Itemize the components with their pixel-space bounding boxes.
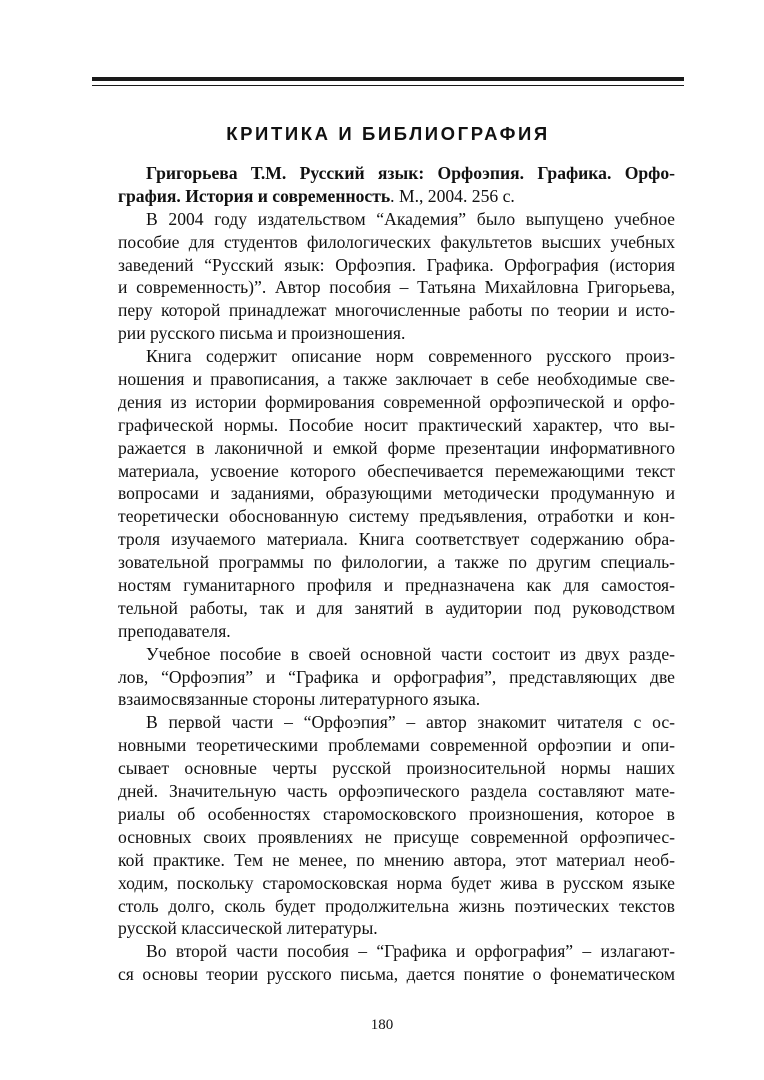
paragraph-line: В первой части – “Орфоэпия” – автор знакомит читателя с ос-	[146, 712, 675, 733]
paragraph-line: ношения и правописания, а также заключает в себе необходимые све-	[118, 369, 675, 390]
paragraph-line: основных своих проявлениях не присуще современной орфоэпичес-	[118, 826, 675, 847]
page-number: 180	[370, 1017, 394, 1033]
paragraph-line: Учебное пособие в своей основной части состоит из двух разде-	[146, 643, 675, 664]
paragraph-line: тельной работы, так и для занятий в аудитории под руководством	[118, 597, 675, 618]
paragraph-line: заведений “Русский язык: Орфоэпия. Графика. Орфография (история	[118, 254, 675, 275]
paragraph-line: рии русского письма и произношения.	[118, 323, 406, 344]
header-rule-thin	[92, 85, 684, 86]
paragraph-line: дения из истории формирования современной орфоэпической и орфо-	[118, 391, 675, 412]
paragraph-line: ся основы теории русского письма, дается понятие о фонематическом	[118, 964, 675, 985]
citation-publication-info: . М., 2004. 256 с.	[390, 185, 515, 206]
paragraph-line: зовательной программы по филологии, а также по другим специаль-	[118, 552, 675, 573]
paragraph-line: перу которой принадлежат многочисленные работы по теории и исто-	[118, 300, 675, 321]
paragraph-line: В 2004 году издательством “Академия” было выпущено учебное	[146, 208, 675, 229]
paragraph-line: Книга содержит описание норм современного русского произ-	[146, 346, 675, 367]
paragraph-line: теоретически обоснованную систему предъявления, отработки и кон-	[118, 506, 675, 527]
citation-line: Григорьева Т.М. Русский язык: Орфоэпия. Графика. Орфо-	[146, 163, 675, 183]
paragraph-line: русской классической литературы.	[118, 918, 378, 939]
paragraph-line: графической нормы. Пособие носит практический характер, что вы-	[118, 414, 675, 435]
paragraph-line: преподавателя.	[118, 620, 231, 641]
paragraph-line: новными теоретическими проблемами современной орфоэпии и опи-	[118, 735, 675, 756]
article-text	[118, 162, 675, 986]
paragraph-line: риалы об особенностях старомосковского произношения, которое в	[118, 803, 675, 824]
paragraph-line: пособие для студентов филологических факультетов высших учебных	[118, 231, 675, 252]
paragraph-line: Во второй части пособия – “Графика и орфография” – излагают-	[146, 941, 675, 962]
paragraph-line: вопросами и заданиями, образующими методически продуманную и	[118, 483, 675, 504]
citation-line	[118, 185, 675, 208]
header-rule-thick	[92, 77, 684, 81]
paragraph-line: столь долго, сколь будет продолжительна жизнь поэтических текстов	[118, 895, 675, 916]
paragraph-line: и современность)”. Автор пособия – Татьяна Михайловна Григорьева,	[118, 277, 675, 298]
paragraph-line: взаимосвязанные стороны литературного языка.	[118, 689, 481, 710]
paragraph-line: ностям гуманитарного профиля и предназначена как для самостоя-	[118, 575, 675, 596]
paragraph-line: дней. Значительную часть орфоэпического раздела составляют мате-	[118, 781, 675, 802]
section-title: КРИТИКА И БИБЛИОГРАФИЯ	[226, 123, 550, 144]
paragraph-line: сывает основные черты русской произносительной нормы наших	[118, 758, 675, 779]
paragraph-line: лов, “Орфоэпия” и “Графика и орфография”, представляющих две	[118, 666, 675, 687]
paragraph-line: ражается в лаконичной и емкой форме презентации информативного	[118, 437, 675, 458]
paragraph-line: ходим, поскольку старомосковская норма будет жива в русском языке	[118, 872, 675, 893]
paragraph-line: троля изучаемого материала. Книга соответствует содержанию обра-	[118, 529, 675, 550]
paragraph-line: материала, усвоение которого обеспечивается перемежающими текст	[118, 460, 675, 481]
citation-title-end: графия. История и современность	[118, 185, 391, 206]
paragraph-line: кой практике. Тем не менее, по мнению автора, этот материал необ-	[118, 849, 675, 870]
